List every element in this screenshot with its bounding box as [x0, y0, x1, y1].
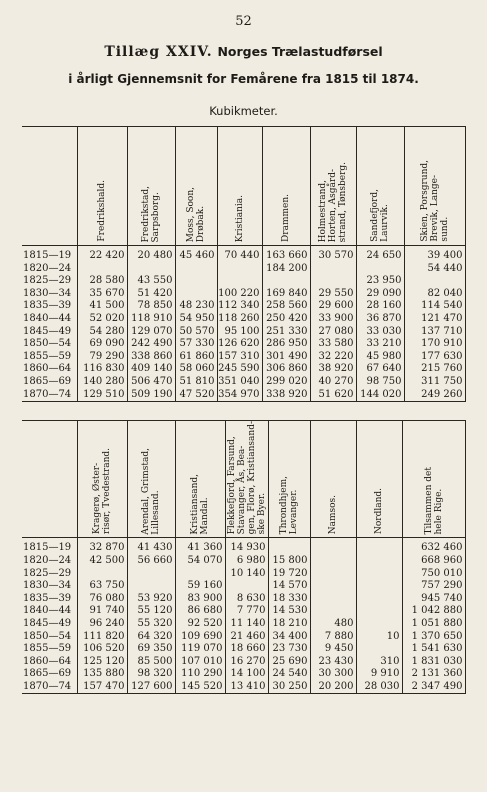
value-cell: 23 730	[268, 643, 310, 656]
value-cell: 69 090	[77, 338, 127, 351]
value-cell: 20 200	[310, 681, 356, 694]
year-cell: 1820—24	[22, 263, 77, 276]
column-header	[217, 127, 262, 246]
table-row	[22, 300, 465, 313]
year-cell: 1860—64	[22, 656, 77, 669]
value-cell: 51 420	[127, 288, 175, 301]
value-cell: 116 830	[77, 363, 127, 376]
value-cell: 114 540	[404, 300, 465, 313]
value-cell: 29 550	[310, 288, 356, 301]
column-header-label: Fredrikshald.	[97, 180, 107, 242]
value-cell: 1 831 030	[402, 656, 465, 669]
year-cell: 1840—44	[22, 313, 77, 326]
column-header-label: Kragerø, Øster- risør, Tvedestrand.	[92, 448, 112, 535]
column-header-label: Sandefjord, Laurvik.	[370, 189, 390, 242]
year-cell: 1825—29	[22, 568, 77, 581]
value-cell: 54 950	[175, 313, 217, 326]
value-cell: 32 220	[310, 351, 356, 364]
value-cell: 33 580	[310, 338, 356, 351]
table-row	[22, 605, 465, 618]
value-cell: 55 320	[127, 618, 175, 631]
table-row	[22, 538, 465, 555]
value-cell: 351 040	[217, 376, 262, 389]
value-cell: 79 290	[77, 351, 127, 364]
value-cell: 14 930	[225, 538, 268, 555]
value-cell	[225, 580, 268, 593]
value-cell: 144 020	[356, 389, 404, 402]
export-table-2	[22, 420, 466, 694]
column-header	[77, 127, 127, 246]
value-cell	[310, 555, 356, 568]
value-cell: 95 100	[217, 326, 262, 339]
value-cell: 33 900	[310, 313, 356, 326]
value-cell: 35 670	[77, 288, 127, 301]
page-subtitle: i årligt Gjennemsnit for Femårene fra 1815 til 1874.	[68, 72, 419, 86]
year-cell: 1850—54	[22, 338, 77, 351]
table-row	[22, 275, 465, 288]
value-cell: 306 860	[262, 363, 310, 376]
table-row	[22, 263, 465, 276]
value-cell: 45 460	[175, 246, 217, 263]
value-cell	[127, 263, 175, 276]
table-1-corner	[22, 127, 77, 246]
column-header-label: Tilsammen det hele Rige.	[423, 466, 444, 535]
value-cell: 249 260	[404, 389, 465, 402]
value-cell: 409 140	[127, 363, 175, 376]
value-cell: 54 280	[77, 326, 127, 339]
value-cell: 750 010	[402, 568, 465, 581]
value-cell: 61 860	[175, 351, 217, 364]
value-cell: 29 090	[356, 288, 404, 301]
value-cell: 140 280	[77, 376, 127, 389]
value-cell: 16 270	[225, 656, 268, 669]
value-cell	[310, 538, 356, 555]
table-row	[22, 246, 465, 263]
year-cell: 1865—69	[22, 376, 77, 389]
column-header-label: Flekkefjord, Farsund, Stavanger, Ås, Bea- gen, Florø, Kristiansand- ske Byer.	[226, 421, 267, 535]
year-cell: 1830—34	[22, 580, 77, 593]
value-cell: 14 530	[268, 605, 310, 618]
page-title	[0, 44, 487, 60]
table-row	[22, 338, 465, 351]
year-cell: 1845—49	[22, 618, 77, 631]
value-cell: 354 970	[217, 389, 262, 402]
column-header	[127, 127, 175, 246]
value-cell: 129 070	[127, 326, 175, 339]
value-cell: 242 490	[127, 338, 175, 351]
value-cell: 41 360	[175, 538, 225, 555]
table-row	[22, 643, 465, 656]
value-cell	[175, 568, 225, 581]
column-header	[404, 127, 465, 246]
value-cell: 32 870	[77, 538, 127, 555]
value-cell	[310, 605, 356, 618]
value-cell: 85 500	[127, 656, 175, 669]
value-cell: 86 680	[175, 605, 225, 618]
value-cell: 118 910	[127, 313, 175, 326]
year-cell: 1855—59	[22, 351, 77, 364]
value-cell	[310, 580, 356, 593]
value-cell: 78 850	[127, 300, 175, 313]
value-cell: 13 410	[225, 681, 268, 694]
value-cell: 10	[356, 631, 402, 644]
value-cell: 668 960	[402, 555, 465, 568]
value-cell: 28 160	[356, 300, 404, 313]
value-cell: 92 520	[175, 618, 225, 631]
value-cell: 9 910	[356, 668, 402, 681]
value-cell	[127, 580, 175, 593]
value-cell: 7 880	[310, 631, 356, 644]
value-cell: 215 760	[404, 363, 465, 376]
table-row	[22, 681, 465, 694]
value-cell: 245 590	[217, 363, 262, 376]
value-cell: 41 500	[77, 300, 127, 313]
table-row	[22, 580, 465, 593]
value-cell: 6 980	[225, 555, 268, 568]
value-cell: 125 120	[77, 656, 127, 669]
value-cell: 34 400	[268, 631, 310, 644]
value-cell: 42 500	[77, 555, 127, 568]
value-cell: 36 870	[356, 313, 404, 326]
value-cell: 100 220	[217, 288, 262, 301]
value-cell: 47 520	[175, 389, 217, 402]
value-cell: 59 160	[175, 580, 225, 593]
value-cell	[175, 263, 217, 276]
value-cell: 98 320	[127, 668, 175, 681]
value-cell: 251 330	[262, 326, 310, 339]
table-row	[22, 618, 465, 631]
value-cell: 56 660	[127, 555, 175, 568]
value-cell: 22 420	[77, 246, 127, 263]
value-cell	[268, 538, 310, 555]
value-cell: 14 570	[268, 580, 310, 593]
column-header-label: Throndhjem, Levanger.	[279, 475, 299, 535]
value-cell: 51 620	[310, 389, 356, 402]
column-header-label: Moss, Soon, Drøbak.	[186, 186, 206, 242]
column-header	[175, 127, 217, 246]
year-cell: 1835—39	[22, 300, 77, 313]
title-appendix-tag: Tillæg XXIV.	[104, 44, 213, 60]
column-header	[356, 127, 404, 246]
year-cell: 1850—54	[22, 631, 77, 644]
value-cell: 10 140	[225, 568, 268, 581]
year-cell: 1815—19	[22, 246, 77, 263]
year-cell: 1815—19	[22, 538, 77, 555]
value-cell: 1 051 880	[402, 618, 465, 631]
value-cell: 137 710	[404, 326, 465, 339]
value-cell	[356, 538, 402, 555]
value-cell	[217, 263, 262, 276]
value-cell: 30 250	[268, 681, 310, 694]
value-cell: 54 070	[175, 555, 225, 568]
table-1-body	[22, 246, 465, 402]
value-cell: 53 920	[127, 593, 175, 606]
value-cell: 69 350	[127, 643, 175, 656]
column-header	[127, 421, 175, 538]
value-cell: 8 630	[225, 593, 268, 606]
value-cell: 170 910	[404, 338, 465, 351]
value-cell: 55 120	[127, 605, 175, 618]
value-cell: 63 750	[77, 580, 127, 593]
column-header	[225, 421, 268, 538]
value-cell: 64 320	[127, 631, 175, 644]
column-header-label: Kristiania.	[234, 194, 245, 242]
value-cell: 18 330	[268, 593, 310, 606]
value-cell: 286 950	[262, 338, 310, 351]
value-cell: 7 770	[225, 605, 268, 618]
value-cell: 107 010	[175, 656, 225, 669]
year-cell: 1840—44	[22, 605, 77, 618]
value-cell: 121 470	[404, 313, 465, 326]
year-cell: 1870—74	[22, 389, 77, 402]
value-cell: 76 080	[77, 593, 127, 606]
value-cell	[356, 263, 404, 276]
value-cell: 2 131 360	[402, 668, 465, 681]
value-cell	[356, 605, 402, 618]
value-cell	[356, 568, 402, 581]
table-row	[22, 555, 465, 568]
year-cell: 1860—64	[22, 363, 77, 376]
table-row	[22, 351, 465, 364]
value-cell: 98 750	[356, 376, 404, 389]
value-cell: 18 210	[268, 618, 310, 631]
value-cell	[217, 275, 262, 288]
table-2-corner	[22, 421, 77, 538]
table-row	[22, 326, 465, 339]
value-cell	[77, 263, 127, 276]
value-cell: 250 420	[262, 313, 310, 326]
value-cell	[175, 288, 217, 301]
value-cell: 39 400	[404, 246, 465, 263]
value-cell: 129 510	[77, 389, 127, 402]
value-cell: 27 080	[310, 326, 356, 339]
value-cell	[404, 275, 465, 288]
page-number: 52	[235, 14, 252, 29]
value-cell: 112 340	[217, 300, 262, 313]
value-cell: 9 450	[310, 643, 356, 656]
table-row	[22, 389, 465, 402]
value-cell: 58 060	[175, 363, 217, 376]
value-cell: 310	[356, 656, 402, 669]
year-cell: 1855—59	[22, 643, 77, 656]
value-cell: 757 290	[402, 580, 465, 593]
value-cell: 30 300	[310, 668, 356, 681]
value-cell: 28 030	[356, 681, 402, 694]
value-cell: 11 140	[225, 618, 268, 631]
column-header-label: Kristiansand, Mandal.	[190, 473, 210, 535]
value-cell: 40 270	[310, 376, 356, 389]
value-cell: 45 980	[356, 351, 404, 364]
year-cell: 1870—74	[22, 681, 77, 694]
value-cell	[356, 580, 402, 593]
value-cell	[310, 568, 356, 581]
value-cell	[77, 568, 127, 581]
value-cell: 82 040	[404, 288, 465, 301]
value-cell: 15 800	[268, 555, 310, 568]
year-cell: 1835—39	[22, 593, 77, 606]
year-cell: 1845—49	[22, 326, 77, 339]
value-cell: 91 740	[77, 605, 127, 618]
column-header-label: Namsos.	[328, 495, 338, 535]
table-2-body	[22, 538, 465, 694]
value-cell: 157 470	[77, 681, 127, 694]
column-header	[310, 127, 356, 246]
value-cell: 163 660	[262, 246, 310, 263]
value-cell: 109 690	[175, 631, 225, 644]
value-cell: 48 230	[175, 300, 217, 313]
value-cell: 1 370 650	[402, 631, 465, 644]
value-cell: 24 650	[356, 246, 404, 263]
column-header-label: Arendal, Grimstad, Lillesand.	[141, 447, 161, 535]
table-2-header-row	[22, 421, 465, 538]
column-header-label: Nordland.	[374, 488, 384, 535]
table-row	[22, 668, 465, 681]
value-cell: 20 480	[127, 246, 175, 263]
value-cell: 23 950	[356, 275, 404, 288]
value-cell: 169 840	[262, 288, 310, 301]
title-text: Norges Trælastudførsel	[217, 44, 383, 59]
value-cell	[310, 593, 356, 606]
column-header	[262, 127, 310, 246]
year-cell: 1820—24	[22, 555, 77, 568]
column-header-label: Fredrikstad, Sarpsborg.	[141, 185, 161, 242]
value-cell: 29 600	[310, 300, 356, 313]
column-header	[77, 421, 127, 538]
value-cell: 184 200	[262, 263, 310, 276]
table-row	[22, 631, 465, 644]
column-header	[356, 421, 402, 538]
value-cell: 41 430	[127, 538, 175, 555]
value-cell: 50 570	[175, 326, 217, 339]
table-row	[22, 376, 465, 389]
value-cell: 119 070	[175, 643, 225, 656]
value-cell: 67 640	[356, 363, 404, 376]
value-cell: 106 520	[77, 643, 127, 656]
value-cell: 299 020	[262, 376, 310, 389]
value-cell: 96 240	[77, 618, 127, 631]
value-cell: 28 580	[77, 275, 127, 288]
value-cell: 177 630	[404, 351, 465, 364]
table-row	[22, 568, 465, 581]
table-row	[22, 656, 465, 669]
value-cell: 18 660	[225, 643, 268, 656]
value-cell	[175, 275, 217, 288]
value-cell: 54 440	[404, 263, 465, 276]
unit-label: Kubikmeter.	[209, 104, 278, 118]
value-cell: 135 880	[77, 668, 127, 681]
value-cell	[356, 555, 402, 568]
value-cell	[310, 263, 356, 276]
value-cell: 110 290	[175, 668, 225, 681]
value-cell: 118 260	[217, 313, 262, 326]
year-cell: 1865—69	[22, 668, 77, 681]
value-cell: 19 720	[268, 568, 310, 581]
value-cell: 38 920	[310, 363, 356, 376]
column-header-label: Drammen.	[281, 194, 291, 242]
value-cell: 111 820	[77, 631, 127, 644]
value-cell: 509 190	[127, 389, 175, 402]
table-row	[22, 593, 465, 606]
value-cell	[310, 275, 356, 288]
value-cell: 338 920	[262, 389, 310, 402]
column-header-label: Skien, Porsgrund, Brevik, Lange- sund.	[419, 160, 450, 242]
column-header	[310, 421, 356, 538]
value-cell	[127, 568, 175, 581]
value-cell: 301 490	[262, 351, 310, 364]
value-cell: 1 042 880	[402, 605, 465, 618]
value-cell: 480	[310, 618, 356, 631]
value-cell: 311 750	[404, 376, 465, 389]
value-cell	[356, 643, 402, 656]
value-cell: 2 347 490	[402, 681, 465, 694]
year-cell: 1825—29	[22, 275, 77, 288]
table-row	[22, 288, 465, 301]
value-cell: 14 100	[225, 668, 268, 681]
column-header	[402, 421, 465, 538]
value-cell: 945 740	[402, 593, 465, 606]
table-row	[22, 313, 465, 326]
value-cell: 23 430	[310, 656, 356, 669]
value-cell: 145 520	[175, 681, 225, 694]
value-cell: 24 540	[268, 668, 310, 681]
value-cell: 30 570	[310, 246, 356, 263]
value-cell: 33 210	[356, 338, 404, 351]
year-cell: 1830—34	[22, 288, 77, 301]
value-cell: 126 620	[217, 338, 262, 351]
value-cell: 506 470	[127, 376, 175, 389]
value-cell: 157 310	[217, 351, 262, 364]
column-header	[175, 421, 225, 538]
value-cell: 21 460	[225, 631, 268, 644]
column-header	[268, 421, 310, 538]
value-cell: 25 690	[268, 656, 310, 669]
value-cell	[356, 593, 402, 606]
value-cell: 70 440	[217, 246, 262, 263]
table-row	[22, 363, 465, 376]
value-cell: 258 560	[262, 300, 310, 313]
value-cell: 632 460	[402, 538, 465, 555]
value-cell: 52 020	[77, 313, 127, 326]
column-header-label: Holmestrand, Horten, Asgård- strand, Tønsberg.	[318, 161, 348, 242]
value-cell: 127 600	[127, 681, 175, 694]
value-cell: 338 860	[127, 351, 175, 364]
export-table-1	[22, 126, 466, 402]
value-cell: 83 900	[175, 593, 225, 606]
value-cell: 57 330	[175, 338, 217, 351]
value-cell: 1 541 630	[402, 643, 465, 656]
value-cell: 43 550	[127, 275, 175, 288]
value-cell: 51 810	[175, 376, 217, 389]
value-cell	[262, 275, 310, 288]
value-cell: 33 030	[356, 326, 404, 339]
table-1-header-row	[22, 127, 465, 246]
value-cell	[356, 618, 402, 631]
